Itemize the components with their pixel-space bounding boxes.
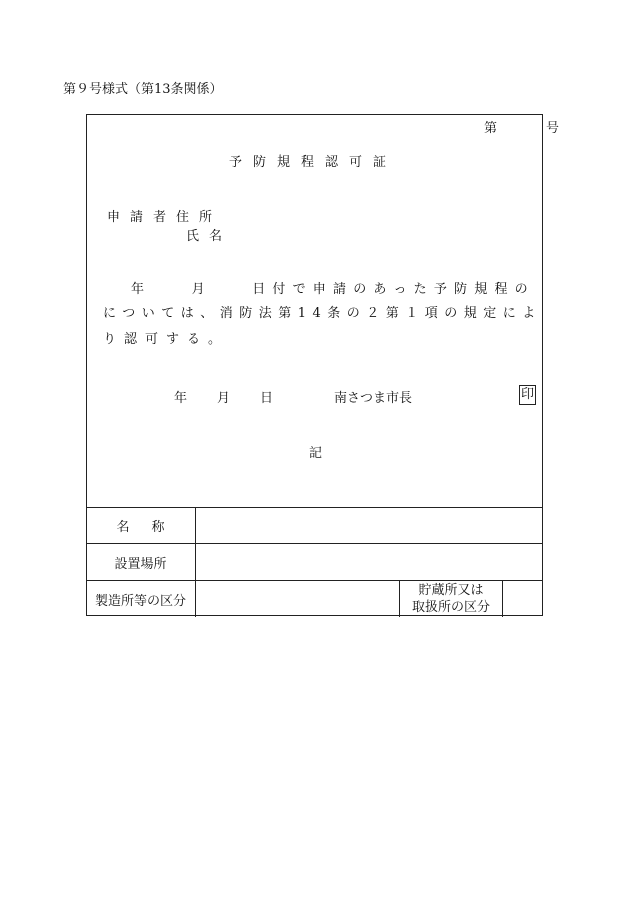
seal-mark: 印 bbox=[519, 385, 536, 405]
name-value-cell[interactable] bbox=[196, 508, 543, 543]
name-label-cell bbox=[86, 508, 196, 543]
location-label: 設置場所 bbox=[114, 556, 167, 572]
table-row-classification bbox=[86, 581, 543, 617]
date-day-label: 日 bbox=[260, 391, 276, 406]
certificate-title: 予防規程認可証 bbox=[229, 155, 398, 170]
location-label-cell bbox=[86, 544, 196, 580]
name-label: 名称 bbox=[116, 520, 187, 535]
body-text-line-2: については、消防法第14条の２第１項の規定によ bbox=[103, 306, 542, 321]
applicant-name-label: 氏名 bbox=[186, 229, 233, 244]
facility-class-value-cell[interactable] bbox=[196, 581, 400, 617]
date-month-label: 月 bbox=[217, 391, 233, 406]
facility-class-label: 製造所等の区分 bbox=[94, 593, 186, 609]
location-value-cell[interactable] bbox=[196, 544, 543, 580]
facility-info-table bbox=[86, 507, 543, 616]
issue-date-line bbox=[174, 387, 275, 406]
table-row-location bbox=[86, 544, 543, 581]
body-text-line-1: 年 月 日付で申請のあった予防規程の bbox=[131, 282, 535, 297]
storage-class-label-line1: 貯蔵所又は bbox=[418, 583, 484, 598]
table-row-name bbox=[86, 508, 543, 544]
applicant-address-label: 申請者住所 bbox=[107, 210, 223, 225]
storage-class-label-cell bbox=[400, 581, 503, 617]
facility-class-label-cell bbox=[86, 581, 196, 617]
body-text-line-3: り認可する。 bbox=[103, 332, 230, 347]
ki-heading: 記 bbox=[309, 446, 323, 461]
date-year-label: 年 bbox=[174, 391, 190, 406]
storage-class-label-line2: 取扱所の区分 bbox=[411, 600, 490, 615]
issuer-name: 南さつま市長 bbox=[334, 391, 413, 406]
storage-class-value-cell[interactable] bbox=[503, 581, 543, 617]
certificate-number-label: 第 号 bbox=[484, 121, 578, 136]
form-number-title: 第９号様式（第13条関係） bbox=[63, 82, 223, 97]
